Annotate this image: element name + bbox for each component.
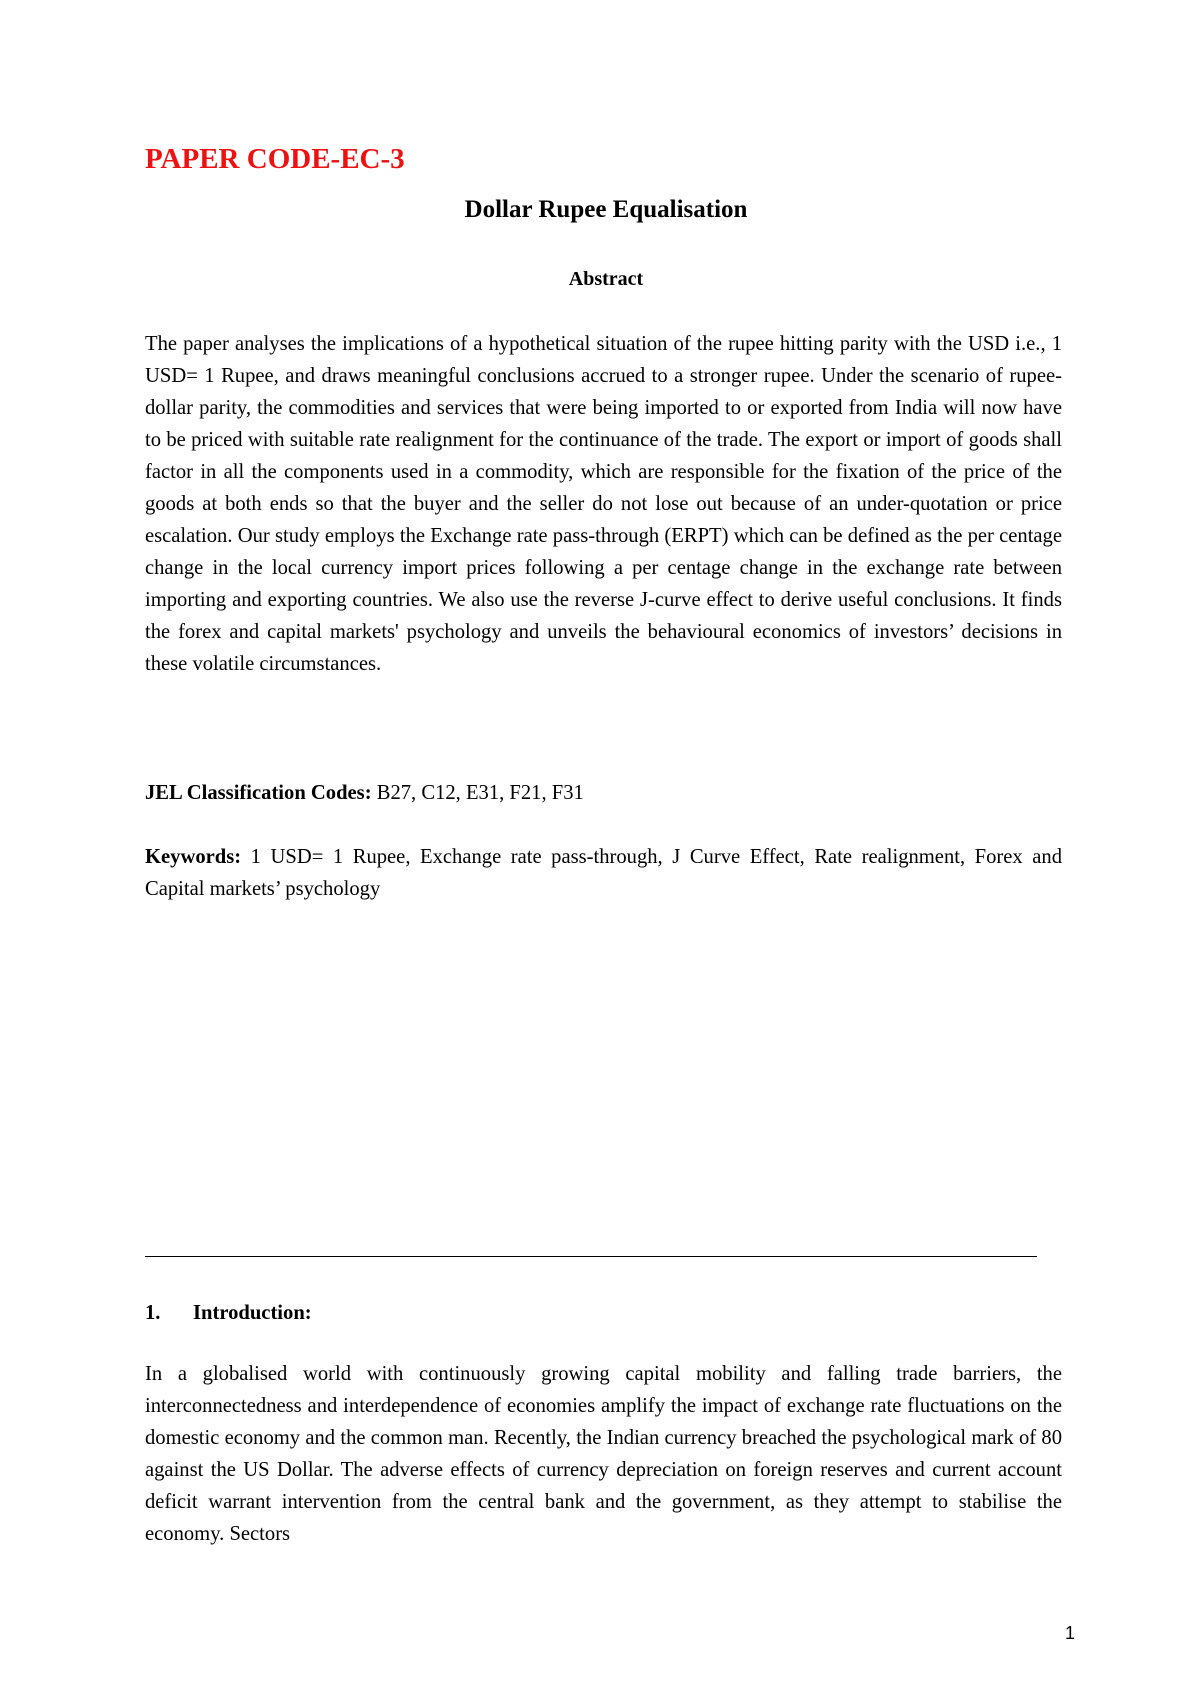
section-title: Introduction:: [193, 1302, 312, 1324]
keywords: [145, 841, 1062, 905]
introduction-heading: [145, 1297, 312, 1329]
abstract-heading: Abstract: [568, 268, 644, 290]
section-number: 1.: [145, 1302, 161, 1324]
horizontal-divider: [145, 1256, 1037, 1257]
jel-label: JEL Classification Codes:: [145, 782, 372, 804]
page-number: 1: [1064, 1623, 1075, 1643]
jel-codes: B27, C12, E31, F21, F31: [371, 782, 584, 804]
keywords-label: Keywords:: [145, 846, 242, 868]
abstract-body: The paper analyses the implications of a hypothetical situation of the rupee hitting parity with the USD i.e., 1 USD= 1 Rupee, and draws meaningful conclusions accrued to a stronger rupee. Under the scenario of rupee-dollar parity, the commodities and services that were being imported to or exported from India will now have to be priced with suitable rate realignment for the continuance of the trade. The export or import of goods shall factor in all the components used in a commodity, which are responsible for the fixation of the price of the goods at both ends so that the buyer and the seller do not lose out because of an under-quotation or price escalation. Our study employs the Exchange rate pass-through (ERPT) which can be defined as the per centage change in the local currency import prices following a per centage change in the exchange rate between importing and exporting countries. We also use the reverse J-curve effect to derive useful conclusions. It finds the forex and capital markets' psychology and unveils the behavioural economics of investors’ decisions in these volatile circumstances.: [145, 333, 1062, 675]
jel-classification: [145, 777, 1062, 809]
introduction-body: In a globalised world with continuously growing capital mobility and falling trade barriers, the interconnectedness and interdependence of economies amplify the impact of exchange rate fluctuations on the domestic economy and the common man. Recently, the Indian currency breached the psychological mark of 80 against the US Dollar. The adverse effects of currency depreciation on foreign reserves and current account deficit warrant intervention from the central bank and the government, as they attempt to stabilise the economy. Sectors: [145, 1363, 1062, 1545]
paper-title: Dollar Rupee Equalisation: [464, 196, 748, 223]
keywords-text: 1 USD= 1 Rupee, Exchange rate pass-through, J Curve Effect, Rate realignment, Forex and Capital markets’ psychology: [145, 846, 1062, 900]
paper-code: PAPER CODE-EC-3: [145, 143, 405, 175]
